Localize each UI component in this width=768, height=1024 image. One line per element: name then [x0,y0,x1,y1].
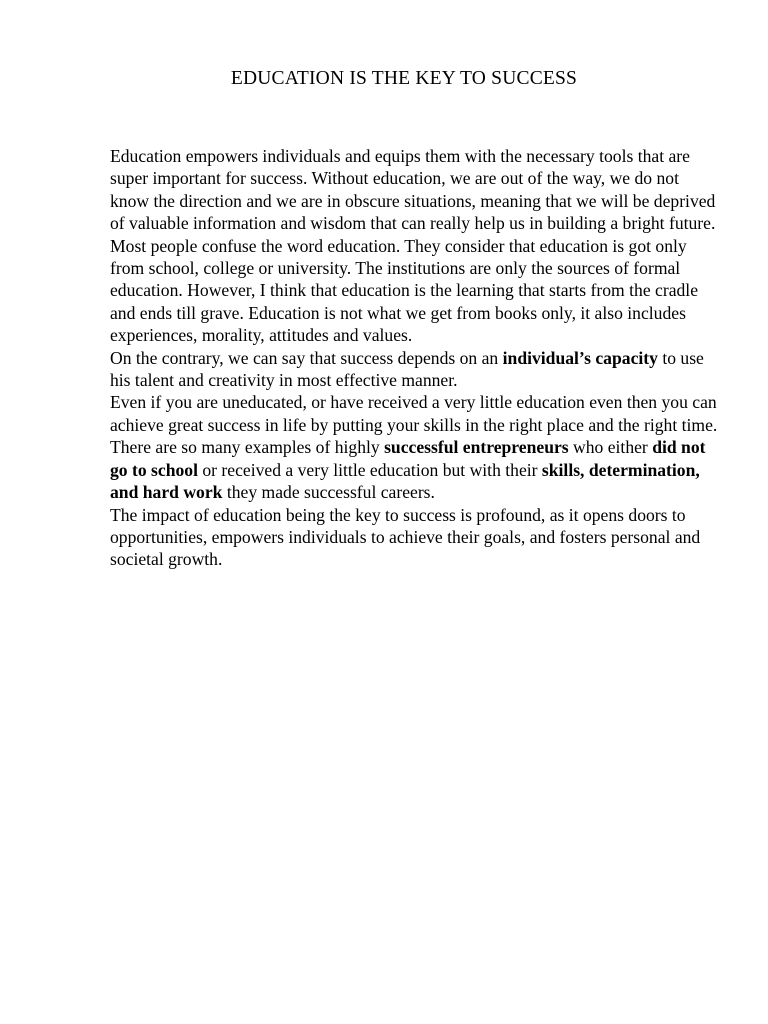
paragraph [110,235,720,347]
bold-text: skills, determination, and hard work [110,459,700,503]
text-run: There are so many examples of highly [110,437,385,458]
paragraph [110,145,720,235]
text-run: who either [568,437,653,458]
document-title: EDUCATION IS THE KEY TO SUCCESS [230,68,578,89]
text-run: to use his talent and creativity in most effective manner. [110,347,704,391]
bold-text: successful entrepreneurs [384,437,569,458]
document-body [110,145,720,571]
text-run: Most people confuse the word education. They consider that education is got only from school, college or university. The institutions are only the sources of formal education. However, I think that education is the learning that starts from the cradle and ends till grave. Education is not what we get from books only, it also includes experiences, morality, attitudes and values. [110,235,698,346]
text-run: or received a very little education but with their [197,459,542,480]
text-run: they made successful careers. [222,482,435,503]
text-run: The impact of education being the key to success is profound, as it opens doors to opportunities, empowers individuals to achieve their goals, and fosters personal and societal growth. [110,504,701,570]
bold-text: individual’s capacity [502,347,658,368]
paragraph [110,391,720,436]
text-run: Even if you are uneducated, or have received a very little education even then you can achieve great success in life by putting your skills in the right place and the right time. [110,392,718,435]
paragraph [110,436,720,503]
paragraph [110,504,720,571]
bold-text: did not go to school [110,437,706,480]
paragraph [110,347,720,392]
text-run: Education empowers individuals and equips them with the necessary tools that are super important for success. Without education, we are out of the way, we do not know the direction and we are in obscure situations, meaning that we will be deprived of valuable information and wisdom that can really help us in building a bright future. [110,146,716,234]
text-run: On the contrary, we can say that success depends on an [110,347,503,368]
